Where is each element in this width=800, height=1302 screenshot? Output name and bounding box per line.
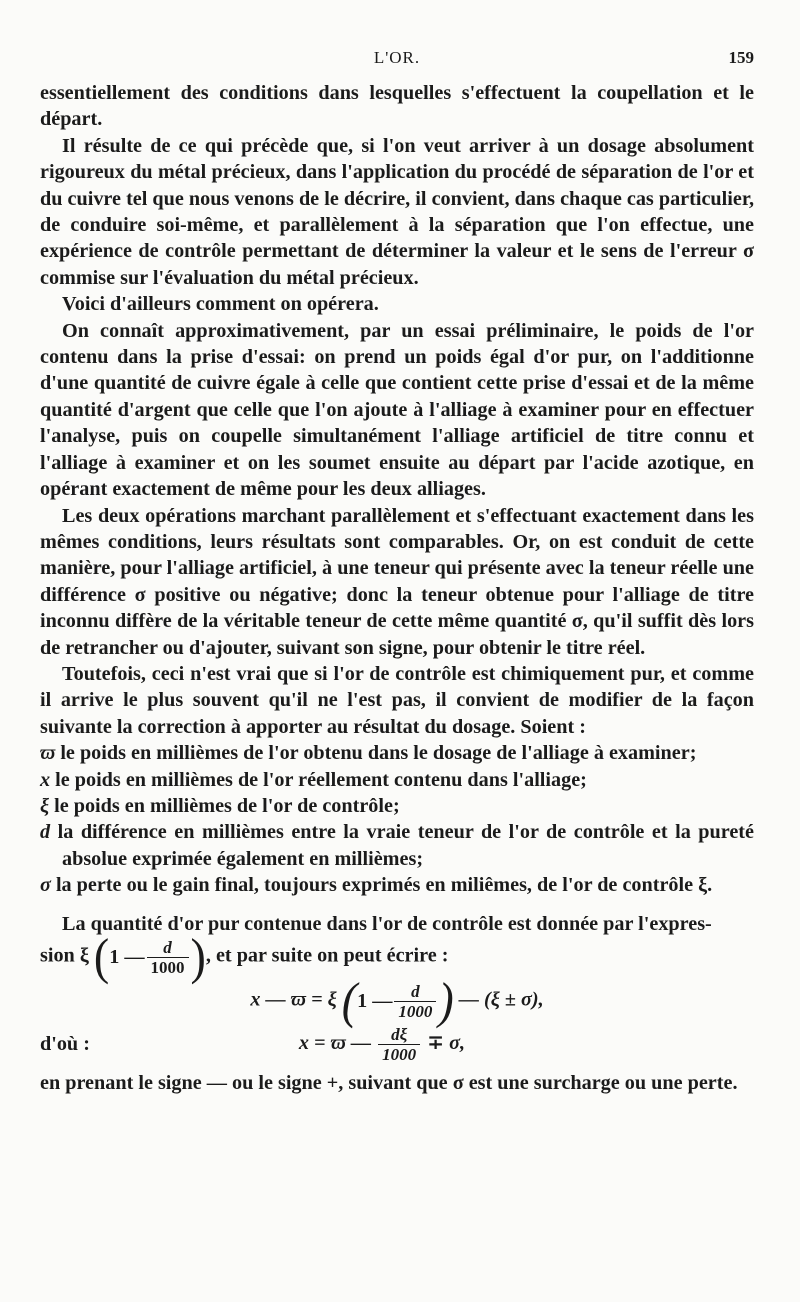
definition-text: le poids en millièmes de l'or réellement contenu dans l'alliage; [50, 768, 587, 791]
definition-item [40, 740, 754, 766]
equation-label: d'où : [40, 1033, 90, 1056]
right-paren: ) [190, 928, 206, 985]
definition-item [40, 872, 754, 898]
expression-suffix: , et par suite on peut écrire : [205, 944, 449, 967]
paragraph: Les deux opérations marchant parallèlement et s'effectuant exactement dans les mêmes conditions, leurs résultats sont comparables. Or, on est conduit de cette manière, pour l'alliage artificiel, à une teneur qui présente avec la teneur réelle une différence σ positive ou négative; donc la teneur obtenue pour l'alliage de titre inconnu diffère de la véritable teneur de cette même quantité σ, qu'il suffit dès lors de retrancher ou d'ajouter, suivant son signe, pour obtenir le titre réel. [40, 504, 754, 659]
running-title: L'OR. [373, 48, 421, 67]
inline-expression [93, 928, 206, 985]
equation-1 [40, 972, 754, 1029]
paragraph: La quantité d'or pur contenue dans l'or de contrôle est donnée par l'expres- [62, 912, 712, 935]
definition-text: la perte ou le gain final, toujours exprimés en miliêmes, de l'or de contrôle ξ. [50, 874, 713, 897]
expression-prefix: sion ξ [40, 944, 89, 967]
definition-symbol: ξ [40, 794, 50, 817]
equation-2 [120, 1025, 754, 1064]
fraction-numerator: dξ [391, 1025, 408, 1044]
fraction-numerator: d [163, 937, 172, 957]
definition-text: le poids en millièmes de l'or obtenu dans le dosage de l'alliage à examiner; [55, 742, 697, 765]
paragraph: Il résulte de ce qui précède que, si l'on veut arriver à un dosage absolument rigoureux du métal précieux, dans l'application du procédé de séparation de l'or et du cuivre tel que nous venons de le décrire, il convient, dans chaque cas particulier, de conduire soi-même, et parallèlement à la séparation que l'on effectue, une expérience de contrôle permettant de déterminer la valeur et le sens de l'erreur σ commise sur l'évaluation du métal précieux. [40, 134, 754, 289]
equation-group [341, 972, 454, 1029]
closing-paragraph: en prenant le signe — ou le signe +, suivant que σ est une surcharge ou une perte. [40, 1072, 738, 1094]
page-body [40, 80, 754, 1096]
definition-symbol: σ [40, 874, 51, 897]
paragraph: Toutefois, ceci n'est vrai que si l'or de contrôle est chimiquement pur, et comme il arrive le plus souvent qu'il ne l'est pas, il convient de modifier de la façon suivante la correction à apporter au résultat du dosage. Soient : [40, 662, 754, 738]
definition-item [40, 819, 754, 872]
definition-symbol: x [40, 768, 51, 791]
expression-one: 1 — [109, 945, 145, 968]
fraction-denominator: 1000 [394, 1001, 436, 1021]
paragraph: essentiellement des conditions dans lesquelles s'effectuent la coupellation et le départ. [40, 82, 754, 131]
left-paren: ( [93, 928, 110, 985]
expression-line [40, 928, 754, 985]
definition-item [40, 793, 754, 819]
equation-one: 1 — [357, 989, 393, 1012]
definition-symbol: d [40, 821, 51, 844]
right-paren: ) [438, 972, 454, 1029]
fraction [147, 938, 189, 977]
page-header [40, 48, 754, 74]
left-paren: ( [341, 972, 358, 1029]
fraction-numerator: d [411, 981, 420, 1001]
fraction-denominator: 1000 [378, 1044, 420, 1064]
definition-item [40, 767, 754, 793]
page-number: 159 [728, 48, 754, 67]
fraction [378, 1025, 420, 1064]
definition-text: la différence en millièmes entre la vraie teneur de l'or de contrôle et la pureté absolue exprimée également en millièmes; [50, 821, 754, 870]
paragraph: On connaît approximativement, par un essai préliminaire, le poids de l'or contenu dans la prise d'essai: on prend un poids égal d'or pur, on l'additionne d'une quantité de cuivre égale à celle que contient cette prise d'essai et de la même quantité d'argent que celle que l'on ajoute à l'alliage à examiner pour en effectuer l'analyse, puis on coupelle simultanément l'alliage artificiel de titre connu et l'alliage à examiner et on les soumet ensuite au départ par l'acide azotique, en opérant exactement de même pour les deux alliages. [40, 319, 754, 501]
equation-rhs: — (ξ ± σ), [458, 988, 544, 1011]
equation-rhs: ∓ σ, [427, 1032, 466, 1055]
fraction [394, 982, 436, 1021]
equation-lhs: x = ϖ — [298, 1032, 372, 1055]
definition-symbol: ϖ [40, 742, 56, 765]
definition-text: le poids en millièmes de l'or de contrôle; [49, 794, 400, 817]
equation-2-row [40, 1025, 754, 1064]
equation-lhs: x — ϖ = ξ [250, 988, 337, 1011]
fraction-denominator: 1000 [147, 957, 189, 977]
paragraph: Voici d'ailleurs comment on opérera. [62, 293, 379, 316]
